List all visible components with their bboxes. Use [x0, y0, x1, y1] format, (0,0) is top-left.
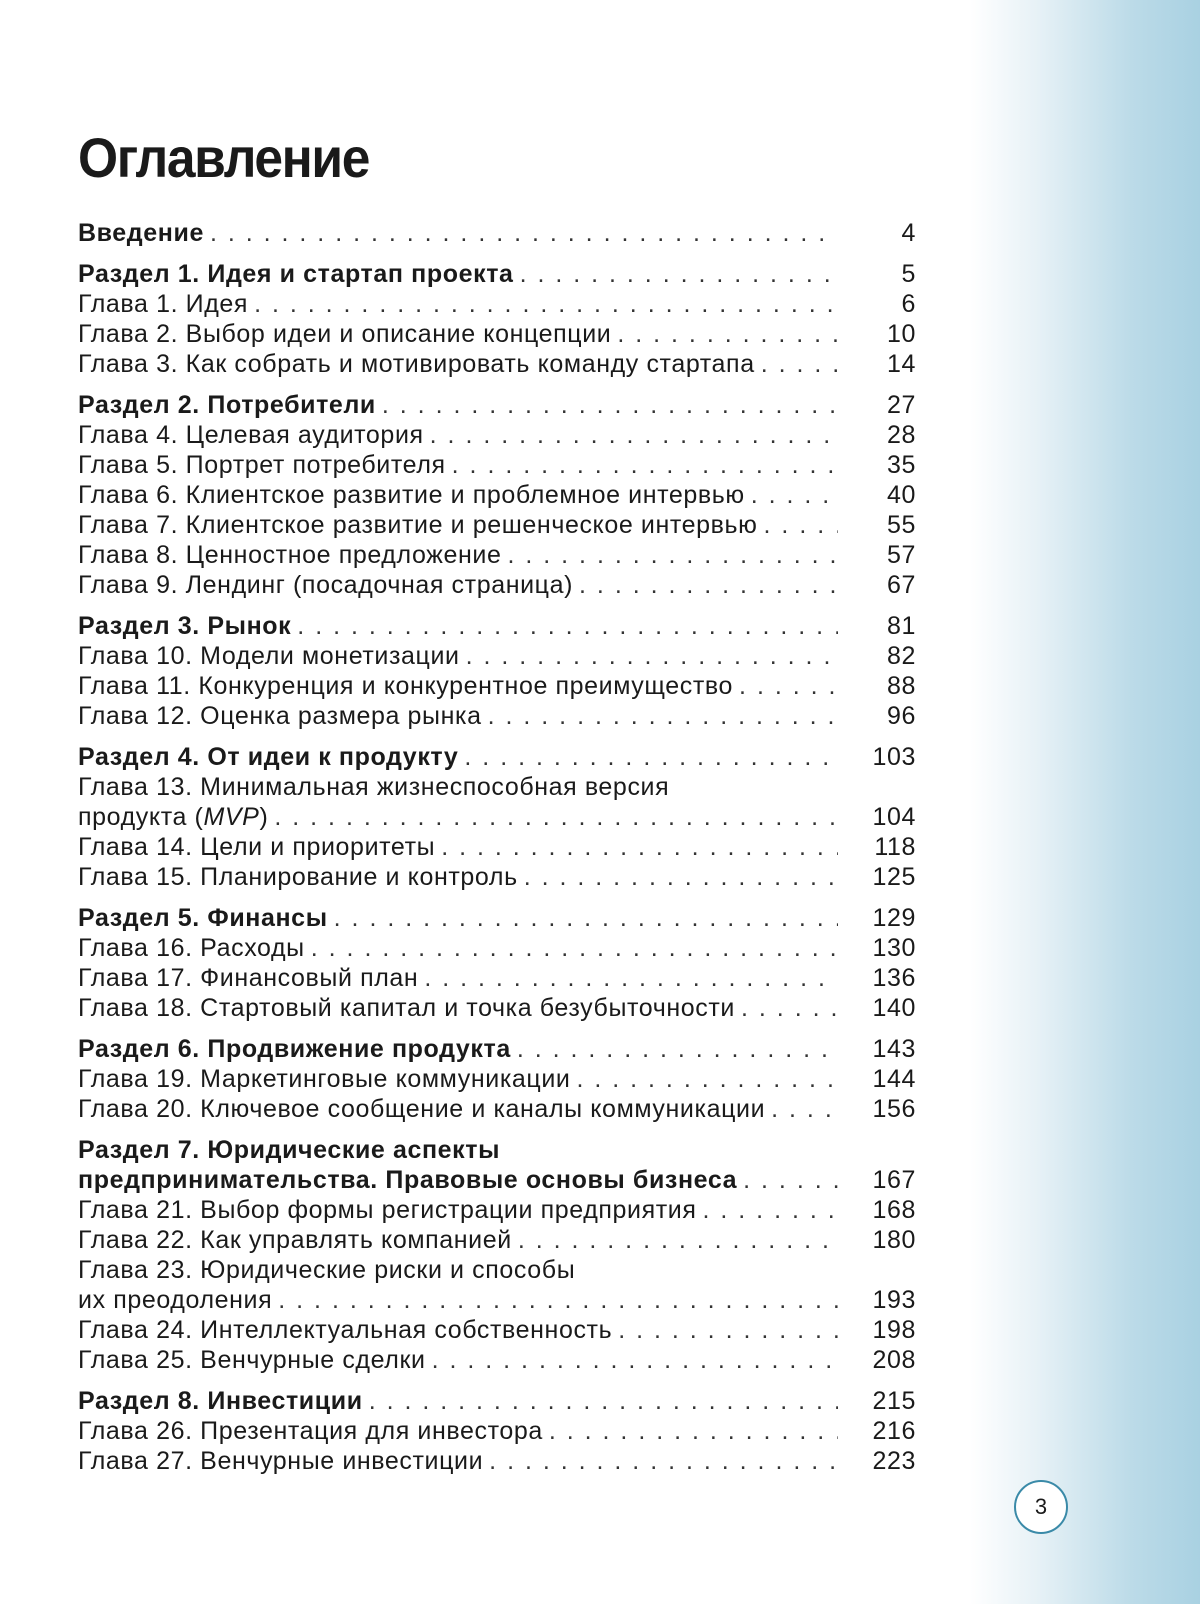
toc-entry-label: Глава 25. Венчурные сделки	[78, 1346, 426, 1374]
toc-entry-label: Глава 13. Минимальная жизнеспособная версия	[78, 773, 670, 801]
toc-chapter-entry[interactable]	[78, 420, 916, 450]
toc-entry-label: Глава 15. Планирование и контроль	[78, 863, 518, 891]
toc-entry-label: Раздел 3. Рынок	[78, 612, 292, 640]
toc-chapter-entry[interactable]	[78, 319, 916, 349]
toc-page-number: 208	[872, 1346, 916, 1374]
toc-leader-dots	[771, 1094, 838, 1124]
toc-page-number: 81	[886, 612, 916, 640]
toc-page-number: 55	[886, 511, 916, 539]
toc-chapter-entry[interactable]	[78, 933, 916, 963]
toc-chapter-entry[interactable]	[78, 1446, 916, 1476]
toc-chapter-entry[interactable]	[78, 1315, 916, 1345]
toc-page-number: 104	[872, 803, 916, 831]
toc-page-number: 136	[872, 964, 916, 992]
toc-leader-dots	[618, 1315, 838, 1345]
toc-leader-dots	[518, 1225, 838, 1255]
toc-leader-dots	[739, 671, 838, 701]
toc-chapter-entry[interactable]	[78, 832, 916, 862]
toc-page-number: 140	[872, 994, 916, 1022]
toc-leader-dots	[549, 1416, 838, 1446]
toc-entry-label: Глава 20. Ключевое сообщение и каналы коммуникации	[78, 1095, 766, 1123]
toc-page-number: 198	[872, 1316, 916, 1344]
toc-leader-dots	[741, 993, 838, 1023]
toc-entry-label: Глава 16. Расходы	[78, 934, 305, 962]
toc-entry-label: Глава 5. Портрет потребителя	[78, 451, 446, 479]
toc-page-number: 35	[886, 451, 916, 479]
toc-leader-dots	[617, 319, 838, 349]
toc-section-entry[interactable]	[78, 903, 916, 933]
toc-page-number: 144	[872, 1065, 916, 1093]
toc-entry-label: Глава 2. Выбор идеи и описание концепции	[78, 320, 612, 348]
toc-page	[78, 120, 916, 1476]
toc-entry-label: Раздел 7. Юридические аспекты	[78, 1136, 501, 1164]
toc-leader-dots	[311, 933, 838, 963]
toc-leader-dots	[517, 1034, 838, 1064]
toc-leader-dots	[254, 289, 838, 319]
toc-page-number: 168	[872, 1196, 916, 1224]
toc-chapter-entry[interactable]	[78, 993, 916, 1023]
toc-chapter-entry[interactable]	[78, 480, 916, 510]
toc-page-number: 57	[886, 541, 916, 569]
toc-chapter-entry[interactable]	[78, 862, 916, 892]
toc-leader-dots	[297, 611, 838, 641]
toc-chapter-entry[interactable]	[78, 510, 916, 540]
toc-page-number: 28	[886, 421, 916, 449]
toc-chapter-entry[interactable]	[78, 963, 916, 993]
toc-section-entry[interactable]	[78, 218, 916, 248]
toc-entry-label: продукта (MVP)	[78, 803, 269, 831]
toc-chapter-entry[interactable]	[78, 1255, 916, 1285]
toc-section-entry[interactable]	[78, 1165, 916, 1195]
toc-page-number: 14	[886, 350, 916, 378]
toc-page-number: 193	[872, 1286, 916, 1314]
toc-entry-label: Раздел 2. Потребители	[78, 391, 376, 419]
toc-section-entry[interactable]	[78, 390, 916, 420]
toc-leader-dots	[520, 259, 838, 289]
toc-entry-label: Раздел 1. Идея и стартап проекта	[78, 260, 514, 288]
toc-entry-label: Глава 27. Венчурные инвестиции	[78, 1447, 484, 1475]
toc-page-number: 10	[886, 320, 916, 348]
toc-entry-label: Глава 12. Оценка размера рынка	[78, 702, 482, 730]
toc-page-number: 215	[872, 1387, 916, 1415]
toc-leader-dots	[743, 1165, 838, 1195]
toc-leader-dots	[424, 963, 838, 993]
toc-leader-dots	[761, 349, 838, 379]
toc-leader-dots	[466, 641, 838, 671]
toc-page-number: 180	[872, 1226, 916, 1254]
toc-chapter-entry[interactable]	[78, 570, 916, 600]
toc-section-entry[interactable]	[78, 1034, 916, 1064]
toc-leader-dots	[334, 903, 838, 933]
toc-entry-label: Раздел 6. Продвижение продукта	[78, 1035, 511, 1063]
toc-chapter-entry[interactable]	[78, 701, 916, 731]
toc-chapter-entry[interactable]	[78, 772, 916, 802]
page-number: 3	[1034, 1494, 1048, 1519]
toc-entry-label: Глава 14. Цели и приоритеты	[78, 833, 436, 861]
decorative-side-band	[970, 0, 1200, 1604]
toc-chapter-entry[interactable]	[78, 289, 916, 319]
toc-leader-dots	[576, 1064, 838, 1094]
toc-leader-dots	[369, 1386, 838, 1416]
toc-entry-label: Глава 19. Маркетинговые коммуникации	[78, 1065, 571, 1093]
toc-page-number: 167	[872, 1166, 916, 1194]
toc-page-number: 5	[901, 260, 916, 288]
page-number-badge	[1014, 1480, 1068, 1534]
toc-page-number: 88	[886, 672, 916, 700]
toc-entry-label: предпринимательства. Правовые основы бизнеса	[78, 1166, 738, 1194]
toc-chapter-entry[interactable]	[78, 1225, 916, 1255]
toc-chapter-entry[interactable]	[78, 671, 916, 701]
toc-chapter-entry[interactable]	[78, 1064, 916, 1094]
toc-page-number: 130	[872, 934, 916, 962]
toc-page-number: 96	[886, 702, 916, 730]
toc-leader-dots	[382, 390, 838, 420]
toc-leader-dots	[764, 510, 838, 540]
toc-page-number: 4	[901, 219, 916, 247]
toc-entry-label: Глава 22. Как управлять компанией	[78, 1226, 512, 1254]
toc-entry-label: Глава 4. Целевая аудитория	[78, 421, 424, 449]
toc-leader-dots	[441, 832, 838, 862]
toc-chapter-entry[interactable]	[78, 1285, 916, 1315]
toc-entry-label: Раздел 8. Инвестиции	[78, 1387, 363, 1415]
toc-entry-label: Введение	[78, 219, 204, 247]
toc-entry-label: Глава 1. Идея	[78, 290, 249, 318]
toc-section-entry[interactable]	[78, 1135, 916, 1165]
toc-entry-label: Глава 21. Выбор формы регистрации предприятия	[78, 1196, 697, 1224]
toc-entry-label: Глава 11. Конкуренция и конкурентное преимущество	[78, 672, 734, 700]
toc-page-number: 40	[886, 481, 916, 509]
toc-chapter-entry[interactable]	[78, 1094, 916, 1124]
toc-leader-dots	[278, 1285, 838, 1315]
toc-page-number: 125	[872, 863, 916, 891]
toc-entry-label: Глава 8. Ценностное предложение	[78, 541, 502, 569]
toc-page-number: 223	[872, 1447, 916, 1475]
toc-entry-label: Глава 6. Клиентское развитие и проблемное интервью	[78, 481, 745, 509]
toc-chapter-entry[interactable]	[78, 349, 916, 379]
toc-section-entry[interactable]	[78, 611, 916, 641]
toc-page-number: 67	[886, 571, 916, 599]
toc-entry-label: их преодоления	[78, 1286, 273, 1314]
toc-leader-dots	[507, 540, 838, 570]
toc-entry-label: Глава 26. Презентация для инвестора	[78, 1417, 543, 1445]
toc-leader-dots	[430, 420, 838, 450]
toc-section-entry[interactable]	[78, 259, 916, 289]
toc-chapter-entry[interactable]	[78, 450, 916, 480]
toc-entry-label: Глава 3. Как собрать и мотивировать команду стартапа	[78, 350, 755, 378]
toc-page-number: 143	[872, 1035, 916, 1063]
toc-entry-label: Глава 9. Лендинг (посадочная страница)	[78, 571, 574, 599]
toc-leader-dots	[489, 1446, 838, 1476]
toc-entry-label: Глава 23. Юридические риски и способы	[78, 1256, 576, 1284]
toc-chapter-entry[interactable]	[78, 1345, 916, 1375]
toc-leader-dots	[488, 701, 838, 731]
toc-leader-dots	[210, 218, 838, 248]
toc-leader-dots	[432, 1345, 838, 1375]
toc-leader-dots	[703, 1195, 839, 1225]
toc-list	[78, 218, 916, 1476]
toc-leader-dots	[274, 802, 838, 832]
toc-leader-dots	[751, 480, 838, 510]
toc-entry-label: Глава 24. Интеллектуальная собственность	[78, 1316, 613, 1344]
toc-chapter-entry[interactable]	[78, 641, 916, 671]
toc-chapter-entry[interactable]	[78, 540, 916, 570]
toc-leader-dots	[464, 742, 838, 772]
toc-entry-label: Раздел 4. От идеи к продукту	[78, 743, 459, 771]
toc-page-number: 27	[886, 391, 916, 419]
toc-leader-dots	[579, 570, 838, 600]
toc-entry-label: Глава 17. Финансовый план	[78, 964, 419, 992]
toc-chapter-entry[interactable]	[78, 1195, 916, 1225]
toc-chapter-entry[interactable]	[78, 1416, 916, 1446]
toc-page-number: 118	[874, 833, 916, 861]
toc-page-number: 129	[872, 904, 916, 932]
page-title: Оглавление	[78, 126, 369, 189]
toc-entry-label: Глава 10. Модели монетизации	[78, 642, 460, 670]
toc-leader-dots	[524, 862, 838, 892]
toc-leader-dots	[452, 450, 838, 480]
toc-entry-label: Глава 7. Клиентское развитие и решенческое интервью	[78, 511, 758, 539]
toc-page-number: 103	[872, 743, 916, 771]
toc-page-number: 6	[901, 290, 916, 318]
toc-chapter-entry[interactable]	[78, 802, 916, 832]
toc-page-number: 82	[886, 642, 916, 670]
toc-page-number: 156	[872, 1095, 916, 1123]
toc-page-number: 216	[872, 1417, 916, 1445]
toc-entry-label: Раздел 5. Финансы	[78, 904, 328, 932]
toc-entry-label: Глава 18. Стартовый капитал и точка безубыточности	[78, 994, 736, 1022]
toc-section-entry[interactable]	[78, 1386, 916, 1416]
toc-section-entry[interactable]	[78, 742, 916, 772]
